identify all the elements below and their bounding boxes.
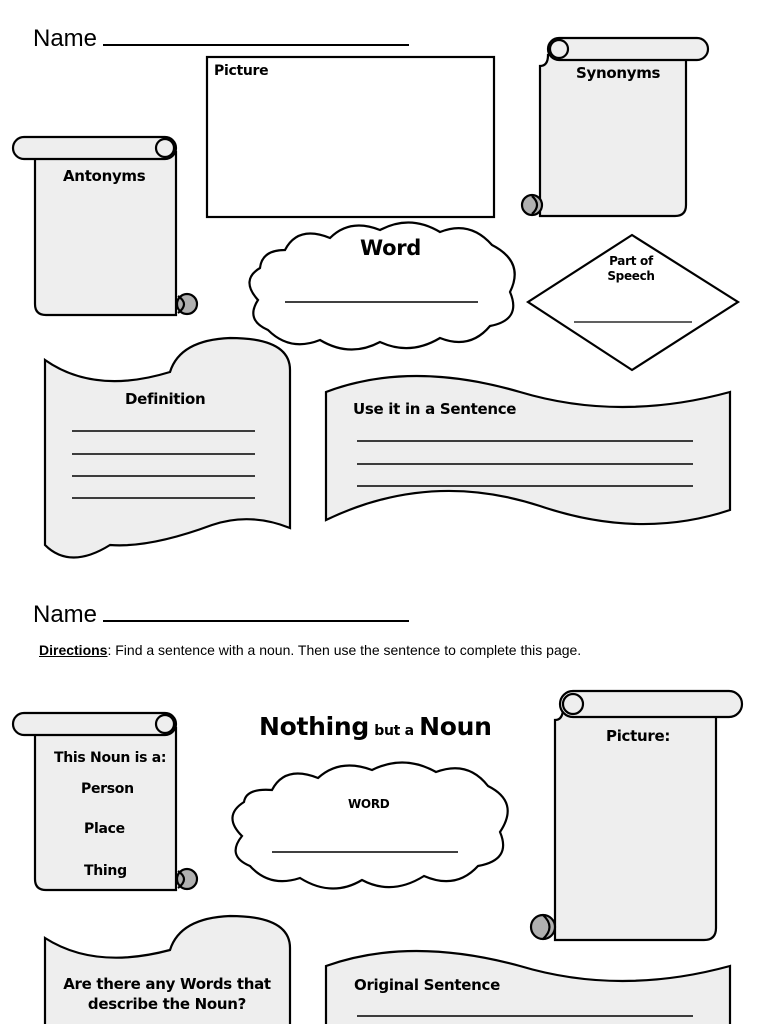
title-part3: Noun bbox=[419, 712, 492, 741]
option-thing[interactable]: Thing bbox=[84, 863, 127, 879]
describe-label bbox=[52, 974, 282, 1014]
part-of-speech-line1: Part of bbox=[609, 254, 653, 268]
title-part1: Nothing bbox=[259, 712, 370, 741]
name-field-2[interactable] bbox=[33, 600, 409, 629]
describe-line1: Are there any Words that bbox=[63, 975, 271, 993]
directions-text: : Find a sentence with a noun. Then use the sentence to complete this page. bbox=[107, 642, 582, 658]
name-label: Name bbox=[33, 601, 98, 628]
part-of-speech-line2: Speech bbox=[607, 269, 655, 283]
definition-banner bbox=[45, 338, 290, 558]
synonyms-label: Synonyms bbox=[576, 64, 661, 82]
sentence-banner bbox=[326, 376, 730, 524]
antonyms-scroll bbox=[13, 137, 197, 315]
name-field-1[interactable] bbox=[33, 24, 409, 53]
picture-label-2: Picture: bbox=[606, 727, 671, 745]
worksheet-title bbox=[259, 712, 492, 741]
antonyms-label: Antonyms bbox=[63, 167, 146, 185]
option-person[interactable]: Person bbox=[81, 781, 134, 797]
directions bbox=[39, 642, 581, 658]
directions-lead: Directions bbox=[39, 642, 108, 658]
definition-label: Definition bbox=[125, 390, 206, 408]
name-label: Name bbox=[33, 25, 98, 52]
word-cloud-2 bbox=[232, 762, 507, 888]
title-part2: but a bbox=[374, 723, 414, 739]
name-line[interactable] bbox=[103, 24, 409, 46]
option-place[interactable]: Place bbox=[84, 821, 125, 837]
name-line[interactable] bbox=[103, 600, 409, 622]
picture-label: Picture bbox=[214, 63, 269, 79]
sentence-label: Use it in a Sentence bbox=[353, 400, 517, 418]
picture-box bbox=[207, 57, 494, 217]
word-label: Word bbox=[360, 236, 422, 260]
original-sentence-label: Original Sentence bbox=[354, 976, 500, 994]
noun-is-label: This Noun is a: bbox=[54, 750, 167, 766]
part-of-speech-label bbox=[598, 254, 664, 284]
word-label-2: WORD bbox=[348, 797, 390, 811]
describe-line2: describe the Noun? bbox=[87, 995, 247, 1013]
